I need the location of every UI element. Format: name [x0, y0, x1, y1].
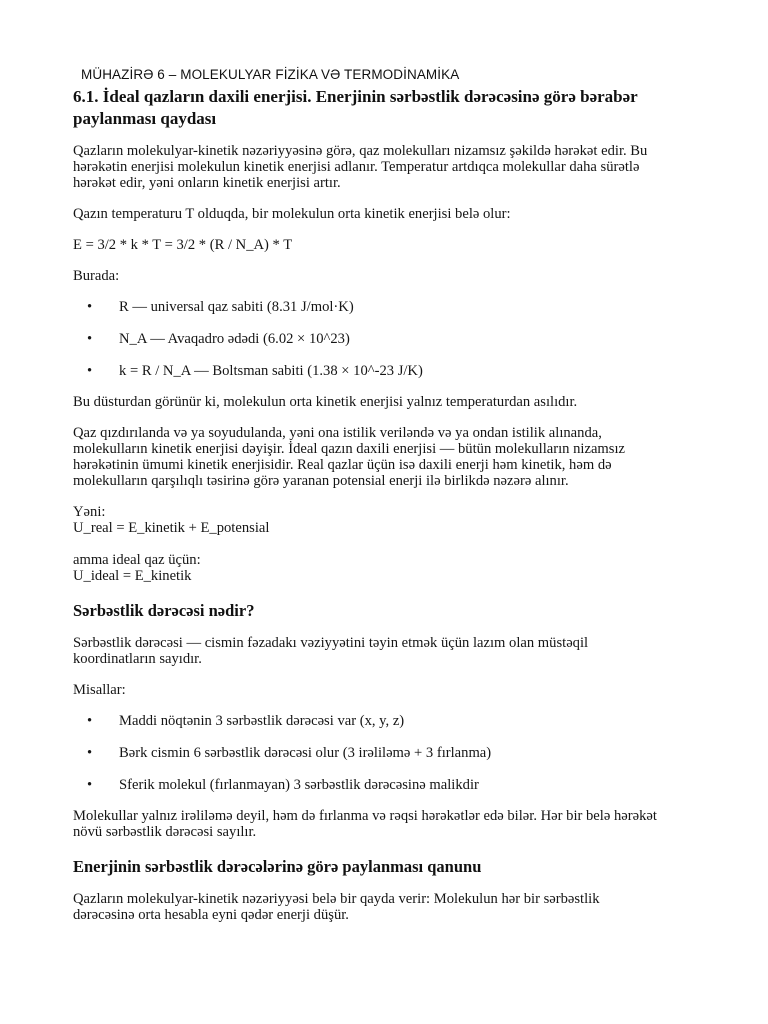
paragraph [73, 143, 713, 191]
bullet-icon: • [87, 777, 93, 793]
paragraph-line: molekulların kinetik enerjisi dəyişir. İdeal qazın daxili enerjisi — bütün molekulların nizamsız [73, 441, 625, 457]
bullet-icon: • [87, 331, 93, 347]
paragraph-line: hərəkətinin ümumi kinetik enerjisidir. Real qazlar üçün isə daxili enerji həm kinetik, həm də [73, 457, 612, 473]
paragraph-line: hərəkət edir, yəni onların kinetik enerjisi artır. [73, 175, 341, 191]
list-item [73, 777, 713, 793]
list-item [73, 745, 713, 761]
bullet-list [73, 713, 713, 793]
list-item [73, 363, 713, 379]
title-line: 6.1. İdeal qazların daxili enerjisi. Enerjinin sərbəstlik dərəcəsinə görə bərabər [73, 87, 638, 106]
list-item [73, 299, 713, 315]
paragraph [73, 425, 713, 489]
list-item-text: N_A — Avaqadro ədədi (6.02 × 10^23) [119, 331, 350, 347]
bullet-icon: • [87, 713, 93, 729]
paragraph: Bu düsturdan görünür ki, molekulun orta kinetik enerjisi yalnız temperaturdan asılıdır. [73, 394, 578, 410]
bullet-icon: • [87, 745, 93, 761]
bullet-icon: • [87, 299, 93, 315]
list-item-text: Bərk cismin 6 sərbəstlik dərəcəsi olur (3 irəliləmə + 3 fırlanma) [119, 745, 492, 761]
bullet-icon: • [87, 363, 93, 379]
paragraph-line: koordinatların sayıdır. [73, 651, 202, 667]
list-item-text: k = R / N_A — Boltsman sabiti (1.38 × 10^-23 J/K) [119, 363, 423, 379]
paragraph-line: növü sərbəstlik dərəcəsi sayılır. [73, 824, 257, 840]
document-body [73, 86, 713, 923]
paragraph [73, 635, 713, 667]
list-item [73, 713, 713, 729]
paragraph: Burada: [73, 268, 120, 284]
paragraph-line: dərəcəsinə orta hesabla eyni qədər enerji düşür. [73, 907, 349, 923]
formula: E = 3/2 * k * T = 3/2 * (R / N_A) * T [73, 237, 293, 253]
paragraph-line: Sərbəstlik dərəcəsi — cismin fəzadakı vəziyyətini təyin etmək üçün lazım olan müstəqil [73, 635, 589, 651]
paragraph: Misallar: [73, 682, 126, 698]
paragraph [73, 808, 713, 840]
subsection-heading: Enerjinin sərbəstlik dərəcələrinə görə paylanması qanunu [73, 857, 482, 876]
section-title [73, 86, 713, 129]
paragraph [73, 552, 713, 584]
paragraph [73, 891, 713, 923]
formula: U_real = E_kinetik + E_potensial [73, 520, 270, 536]
paragraph-line: Qazların molekulyar-kinetik nəzəriyyəsi belə bir qayda verir: Molekulun hər bir sərbəstlik [73, 891, 600, 907]
list-item-text: R — universal qaz sabiti (8.31 J/mol·K) [119, 299, 354, 315]
paragraph [73, 504, 713, 536]
list-item-text: Sferik molekul (fırlanmayan) 3 sərbəstlik dərəcəsinə malikdir [119, 777, 479, 793]
paragraph-line: Yəni: [73, 504, 106, 520]
paragraph-line: molekulların qarşılıqlı təsirinə görə yaranan potensial enerji ilə birlikdə nəzərə alınır. [73, 473, 569, 489]
paragraph-line: Molekullar yalnız irəliləmə deyil, həm də fırlanma və rəqsi hərəkətlər edə bilər. Hər bir belə hərəkət [73, 808, 657, 824]
paragraph-line: Qazların molekulyar-kinetik nəzəriyyəsinə görə, qaz molekulları nizamsız şəkildə hərəkət edir. Bu [73, 143, 648, 159]
paragraph-line: Qaz qızdırılanda və ya soyudulanda, yəni ona istilik veriləndə və ya ondan istilik alınanda, [73, 425, 602, 441]
page-header: MÜHAZİRƏ 6 – MOLEKULYAR FİZİKA VƏ TERMODİNAMİKA [81, 67, 460, 82]
formula: U_ideal = E_kinetik [73, 568, 192, 584]
paragraph-line: hərəkətin enerjisi molekulun kinetik enerjisi adlanır. Temperatur artdıqca molekullar daha sürətlə [73, 159, 640, 175]
title-line: paylanması qaydası [73, 108, 217, 128]
list-item [73, 331, 713, 347]
paragraph-line: amma ideal qaz üçün: [73, 552, 201, 568]
list-item-text: Maddi nöqtənin 3 sərbəstlik dərəcəsi var (x, y, z) [119, 713, 405, 729]
bullet-list [73, 299, 713, 379]
subsection-heading: Sərbəstlik dərəcəsi nədir? [73, 601, 255, 620]
paragraph: Qazın temperaturu T olduqda, bir molekulun orta kinetik enerjisi belə olur: [73, 206, 511, 222]
